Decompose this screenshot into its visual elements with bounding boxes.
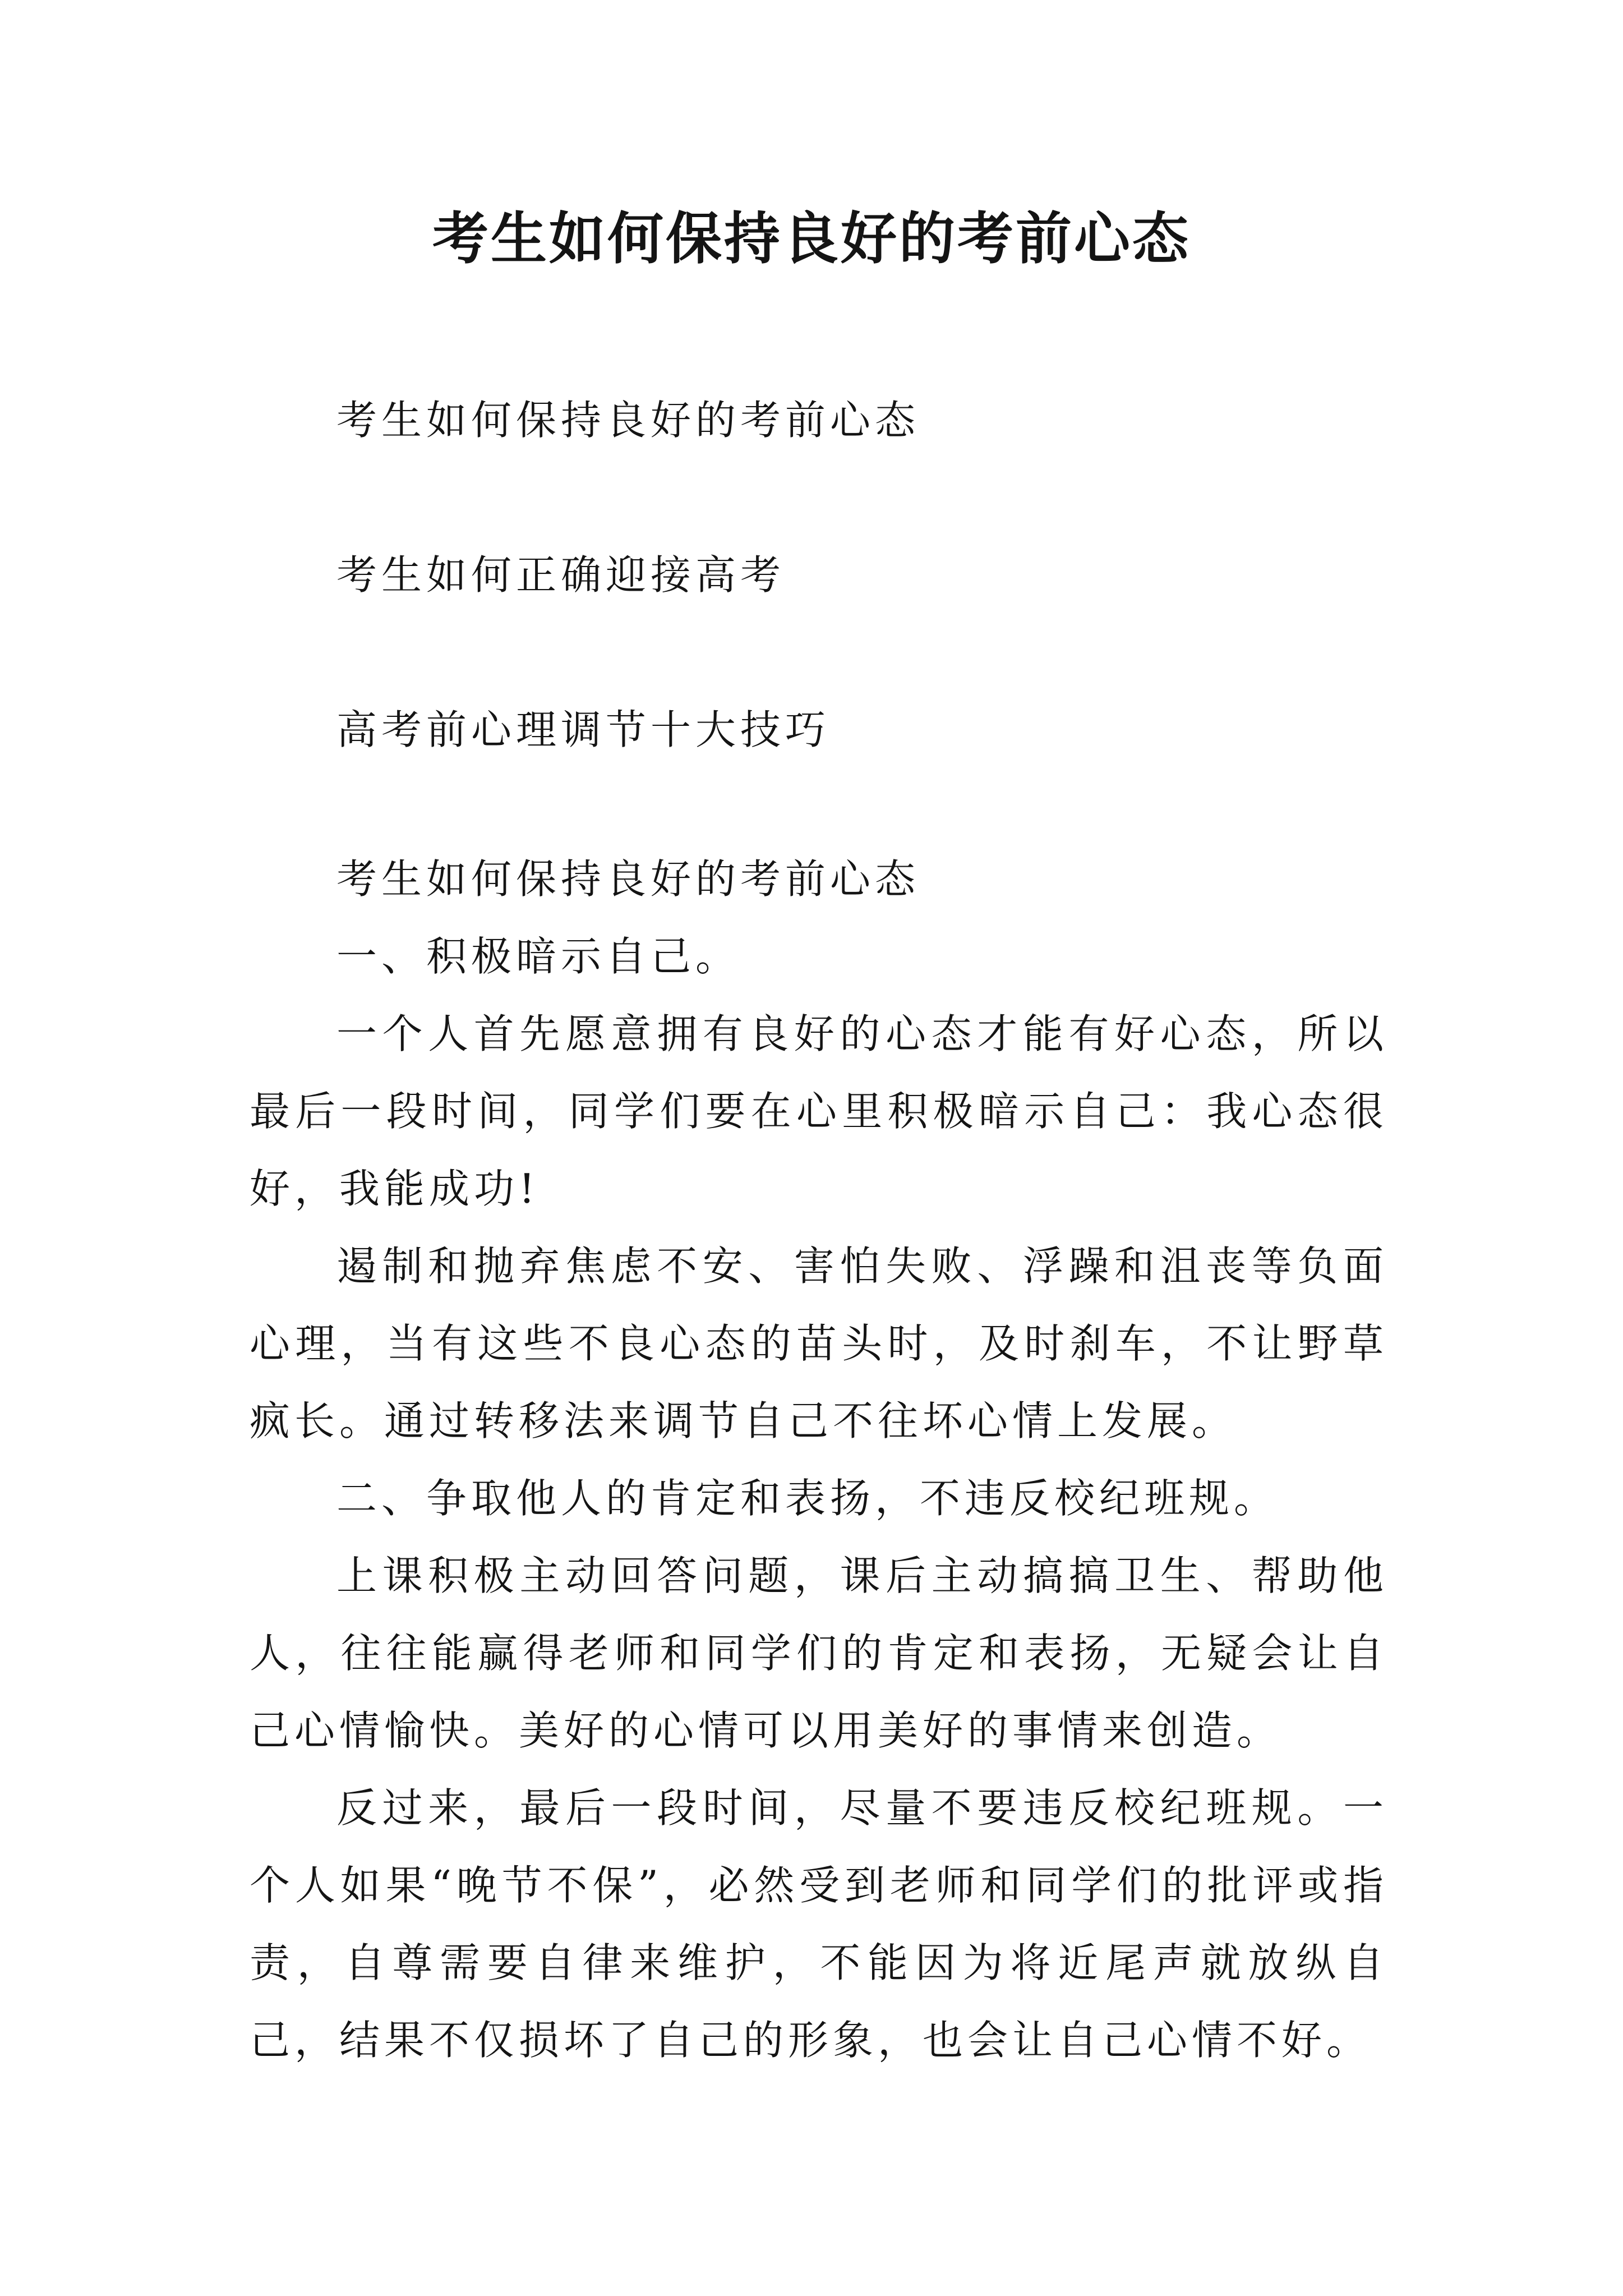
paragraph: 反过来，最后一段时间，尽量不要违反校纪班规。一个人如果“晚节不保”，必然受到老师和同学们的批评或指责，自尊需要自律来维护，不能因为将近尾声就放纵自己，结果不仅损坏了自己的形象，也会让自己心情不好。 xyxy=(250,1784,1388,2064)
toc-item: 考生如何保持良好的考前心态 xyxy=(336,397,920,444)
paragraph: 遏制和抛弃焦虑不安、害怕失败、浮躁和沮丧等负面心理，当有这些不良心态的苗头时，及时刹车，不让野草疯长。通过转移法来调节自己不往坏心情上发展。 xyxy=(250,1243,1388,1444)
paragraph: 一个人首先愿意拥有良好的心态才能有好心态，所以最后一段时间，同学们要在心里积极暗示自己：我心态很好，我能成功! xyxy=(250,1010,1388,1212)
subheading: 二、争取他人的肯定和表扬，不违反校纪班规。 xyxy=(336,1475,1279,1522)
paragraph: 上课积极主动回答问题，课后主动搞搞卫生、帮助他人，往往能赢得老师和同学们的肯定和表扬，无疑会让自己心情愉快。美好的心情可以用美好的事情来创造。 xyxy=(250,1552,1388,1754)
document-title: 考生如何保持良好的考前心态 xyxy=(432,205,1191,272)
subheading: 一、积极暗示自己。 xyxy=(336,933,741,980)
document-body xyxy=(250,840,1388,2079)
table-of-contents xyxy=(250,381,1388,846)
toc-item: 高考前心理调节十大技巧 xyxy=(336,706,831,753)
toc-item: 考生如何正确迎接高考 xyxy=(336,551,786,599)
section-heading: 考生如何保持良好的考前心态 xyxy=(336,855,920,903)
